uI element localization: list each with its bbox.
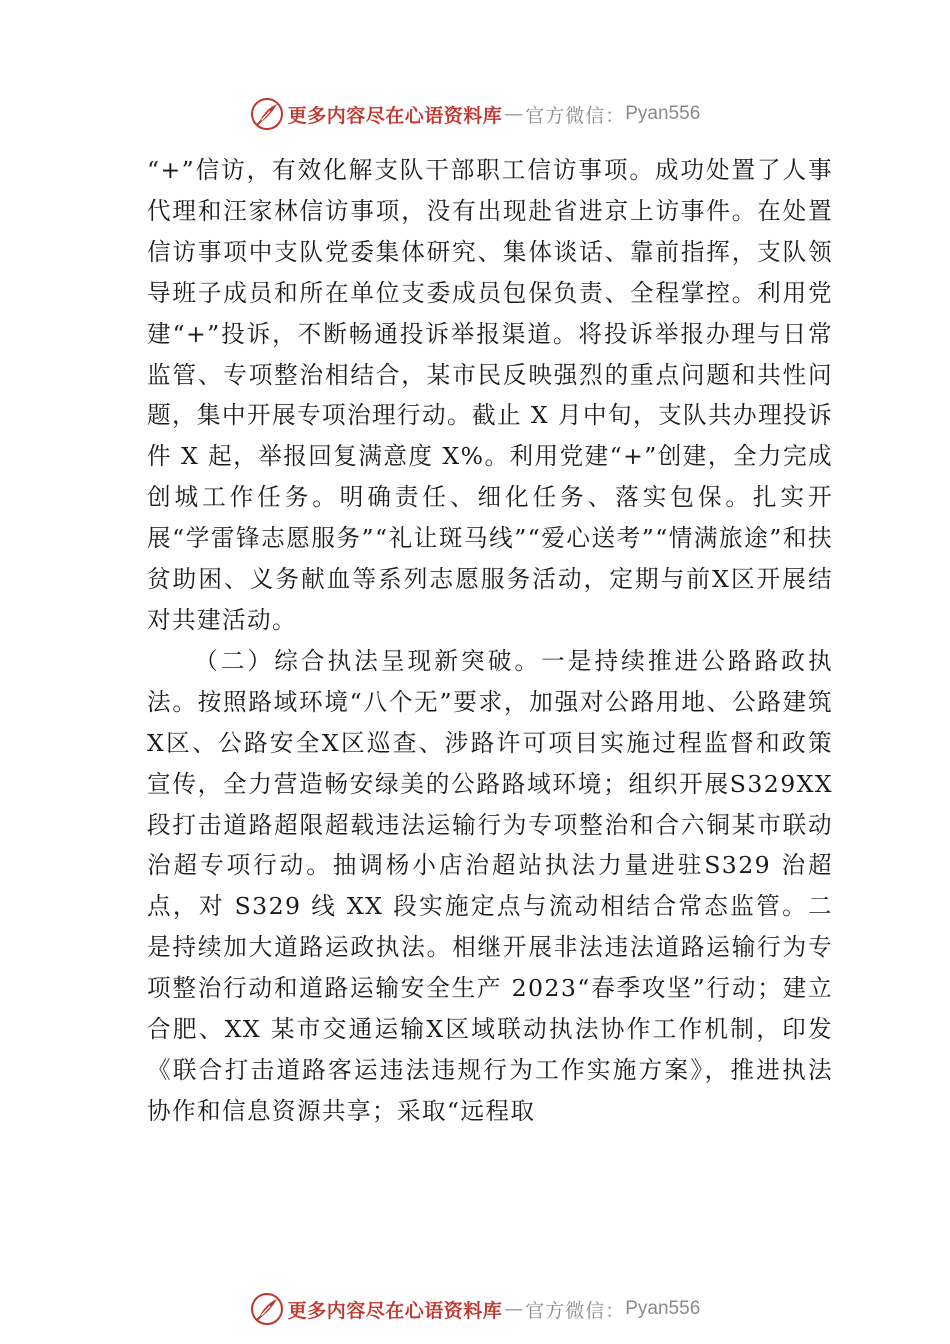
banner-wechat-id: Pyan556 xyxy=(625,103,701,124)
footer-watermark-banner xyxy=(0,1289,950,1329)
feather-pen-logo-icon xyxy=(250,97,284,131)
feather-pen-logo-icon xyxy=(250,1292,284,1326)
document-body xyxy=(147,150,833,1132)
banner-main-text: 更多内容尽在心语资料库 xyxy=(287,104,503,127)
banner-main-text: 更多内容尽在心语资料库 xyxy=(287,1299,503,1322)
banner-wechat-label: 官方微信： xyxy=(525,1299,626,1322)
banner-dash: — xyxy=(504,103,524,125)
header-watermark-banner xyxy=(0,94,950,134)
banner-dash: — xyxy=(504,1298,524,1320)
banner-wechat-label: 官方微信： xyxy=(525,104,626,127)
banner-wechat-id: Pyan556 xyxy=(625,1298,701,1319)
body-paragraph-2: （二）综合执法呈现新突破。一是持续推进公路路政执法。按照路域环境“八个无”要求，加强对公路用地、公路建筑Ⅹ区、公路安全Ⅹ区巡查、涉路许可项目实施过程监督和政策宣传，全力营造畅安绿美的公路路域环境；组织开展S329XX 段打击道路超限超载违法运输行为专项整治和合六铜某市联动治超专项行动。抽调杨小店治超站执法力量进驻S329 治超点，对 S329 线 XX 段实施定点与流动相结合常态监管。二是持续加大道路运政执法。相继开展非法违法道路运输行为专项整治行动和道路运输安全生产 2023“春季攻坚”行动；建立合肥、XX 某市交通运输Ⅹ区域联动执法协作工作机制，印发《联合打击道路客运违法违规行为工作实施方案》，推进执法协作和信息资源共享；采取“远程取 xyxy=(147,646,833,1125)
body-paragraph-1: “+”信访，有效化解支队干部职工信访事项。成功处置了人事代理和汪家林信访事项，没有出现赴省进京上访事件。在处置信访事项中支队党委集体研究、集体谈话、靠前指挥，支队领导班子成员和所在单位支委成员包保负责、全程掌控。利用党建“+”投诉，不断畅通投诉举报渠道。将投诉举报办理与日常监管、专项整治相结合，某市民反映强烈的重点问题和共性问题，集中开展专项治理行动。截止 X 月中旬，支队共办理投诉件 X 起，举报回复满意度 X%。利用党建“+”创建，全力完成创城工作任务。明确责任、细化任务、落实包保。扎实开展“学雷锋志愿服务”“礼让斑马线”“爱心送考”“情满旅途”和扶贫助困、义务献血等系列志愿服务活动，定期与前Ⅹ区开展结对共建活动。 xyxy=(147,156,833,634)
